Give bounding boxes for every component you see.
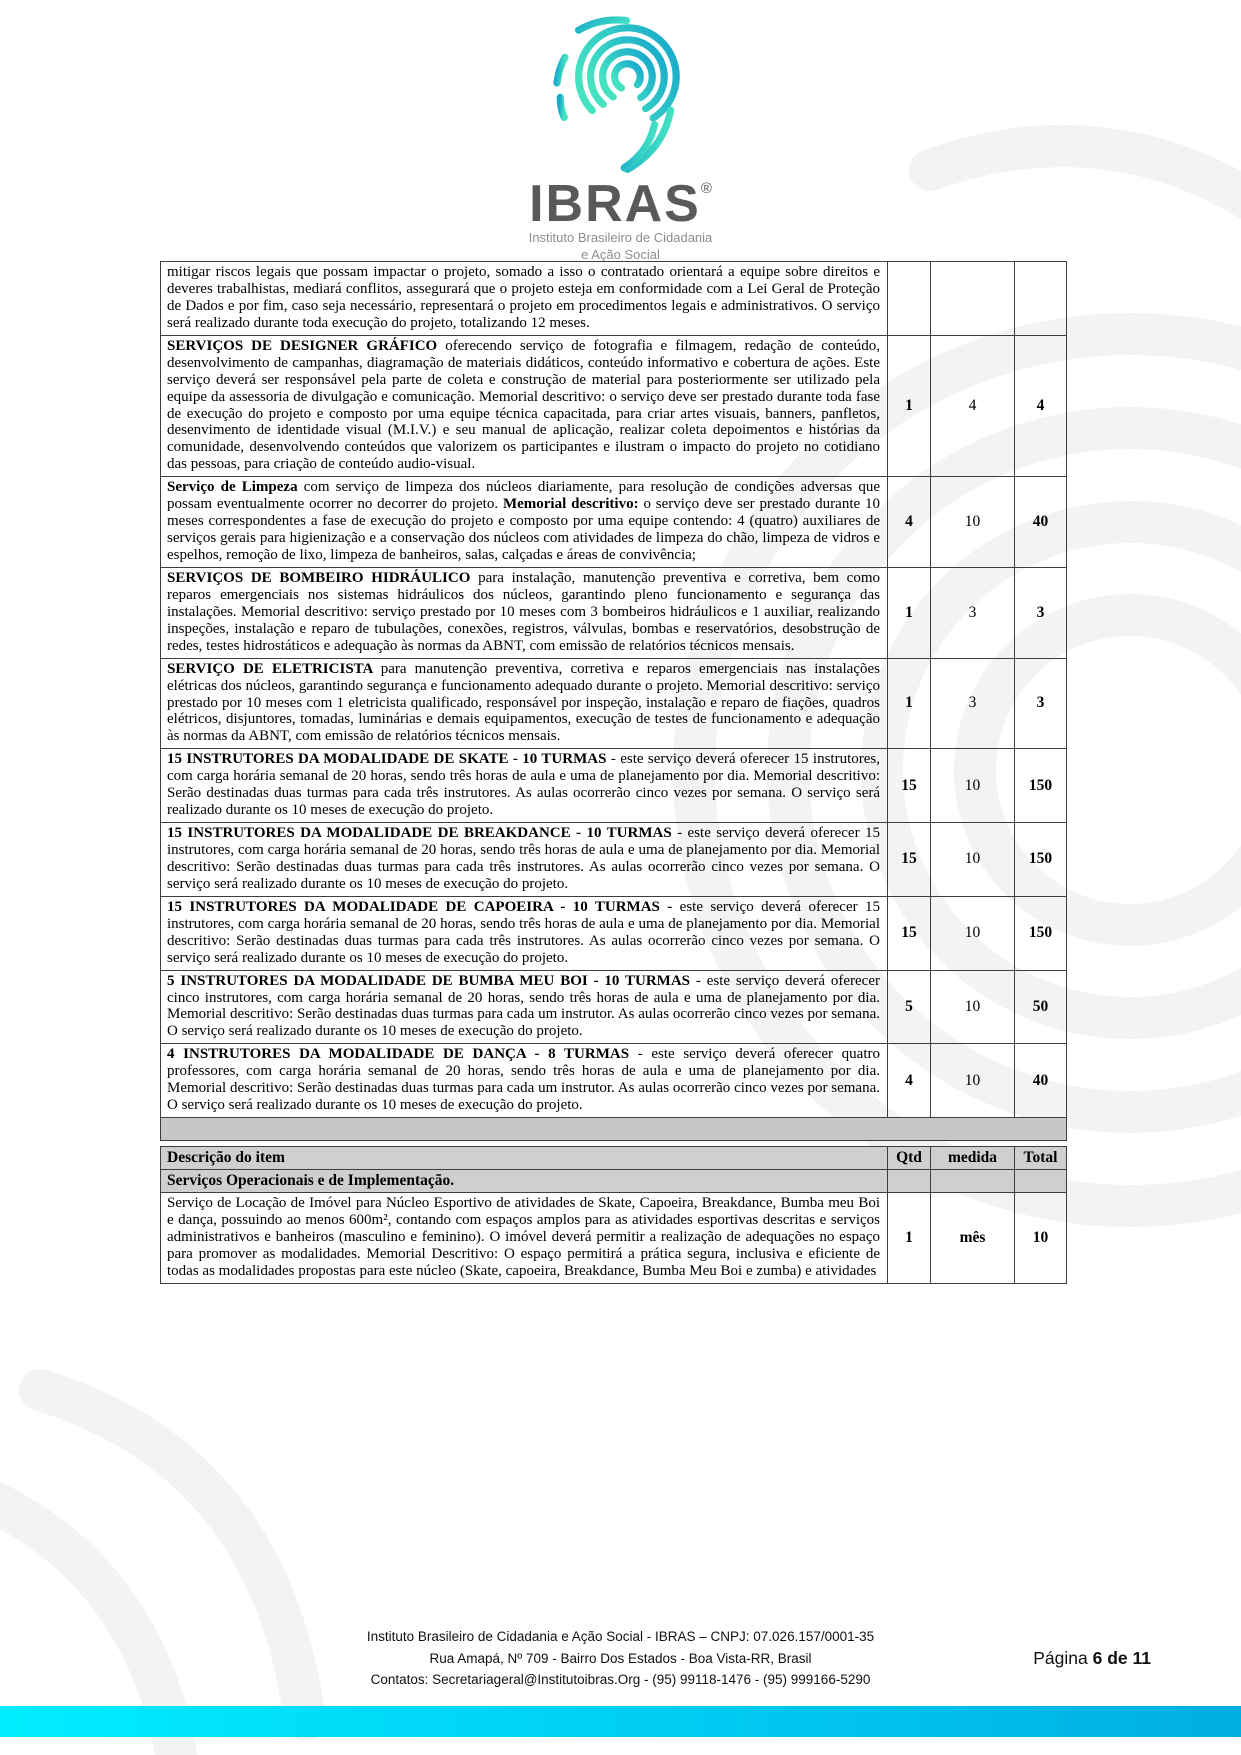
item-qtd	[888, 262, 931, 336]
item-total: 40	[1015, 1044, 1067, 1118]
item-medida: 10	[931, 749, 1015, 823]
accent-bottom-bar	[0, 1706, 1241, 1737]
section-qtd-cell	[888, 1170, 931, 1193]
item-text: - este serviço deverá oferecer 15 instrutores, com carga horária semanal de 20 horas, sendo três horas de aula e uma de planejamento por dia. Memorial descritivo: Serão destinadas duas turmas para cada três instrutores. As aulas ocorrerão cinco vezes por semana. O serviço será realizado durante os 10 meses de execução do projeto.	[167, 751, 880, 819]
item-total: 150	[1015, 823, 1067, 897]
footer-line-contacts: Contatos: Secretariageral@Institutoibras.Org - (95) 99118-1476 - (95) 999166-5290	[370, 1672, 871, 1688]
item-description	[161, 970, 888, 1044]
footer-line-address: Rua Amapá, Nº 709 - Bairro Dos Estados - Boa Vista-RR, Brasil	[429, 1650, 812, 1666]
item-total: 40	[1015, 477, 1067, 568]
item-medida	[931, 262, 1015, 336]
item-total: 150	[1015, 896, 1067, 970]
item-text: - este serviço deverá oferecer 15 instrutores, com carga horária semanal de 20 horas, sendo três horas de aula e uma de planejamento por dia. Memorial descritivo: Serão destinadas duas turmas para cada três instrutores. As aulas ocorrerão cinco vezes por semana. O serviço será realizado durante os 10 meses de execução do projeto.	[167, 825, 881, 892]
table-row	[161, 823, 1067, 897]
table-row	[161, 1044, 1067, 1118]
item-qtd: 1	[888, 567, 931, 658]
table-row	[161, 970, 1067, 1044]
table-row	[161, 658, 1067, 749]
item-text: - este serviço deverá oferecer cinco instrutores, com carga horária semanal de 20 horas, sendo três horas de aula e uma de planejamento por dia. Memorial descritivo: Serão destinadas duas turmas para cada um instrutor. As aulas ocorrerão cinco vezes por semana. O serviço será realizado durante os 10 meses de execução do projeto.	[167, 972, 880, 1040]
page-number	[1033, 1648, 1151, 1669]
item-total: 10	[1015, 1193, 1067, 1284]
item-description	[161, 477, 888, 568]
item-qtd: 1	[888, 1193, 931, 1284]
item-medida: 10	[931, 1044, 1015, 1118]
ibras-logo-fingerprint-icon	[533, 14, 709, 176]
item-title: 5 INSTRUTORES DA MODALIDADE DE BUMBA MEU BOI - 10 TURMAS	[167, 972, 696, 989]
table-spacer-row	[161, 1118, 1067, 1141]
page-header	[0, 14, 1241, 264]
item-title: SERVIÇOS DE BOMBEIRO HIDRÁULICO	[167, 569, 479, 586]
item-text: oferecendo serviço de fotografia e filmagem, redação de conteúdo, desenvolvimento de campanhas, diagramação de materiais didáticos, conteúdo informativo e cobertura de ações. Este serviço deverá ser responsável pela parte de coleta e construção de material para posteriormente ser utilizado pela equipe da assessoria de divulgação e comunicação. Memorial descritivo: o serviço deve ser prestado durante toda fase de execução do projeto e composto por uma equipe técnica capacitada, para criar artes visuais, banners, panfletos, desenvimento de identidade visual (M.I.V.) e seu manual de aplicação, realizar coleta depoimentos e histórias da comunidade, desenvolvendo conteúdos que valorizem os participantes e ilustram o impacto do projeto no cotidiano das pessoas, para criação de conteúdo audio-visual.	[167, 337, 880, 473]
item-qtd: 4	[888, 1044, 931, 1118]
section-title: Serviços Operacionais e de Implementação.	[161, 1170, 888, 1193]
table-row	[161, 749, 1067, 823]
operational-table	[160, 1146, 1067, 1284]
table-row	[161, 1193, 1067, 1284]
item-title: Memorial descritivo:	[502, 496, 639, 513]
item-description	[161, 658, 888, 749]
section-row	[161, 1170, 1067, 1193]
header-total: Total	[1015, 1147, 1067, 1170]
item-title: 4 INSTRUTORES DA MODALIDADE DE DANÇA - 8 TURMAS	[167, 1046, 638, 1063]
registered-mark: ®	[700, 180, 712, 197]
item-total: 50	[1015, 970, 1067, 1044]
item-description	[161, 823, 888, 897]
item-text: Serviço de Locação de Imóvel para Núcleo Esportivo de atividades de Skate, Capoeira, Breakdance, Bumba meu Boi e dança, possuindo ao menos 600m², contando com espaços amplos para as atividades esportivas descritas e serviços administrativos e banheiros (masculino e feminino). O imóvel deverá permitir a realização de adequações no espaço para promover as modalidades. Memorial Descritivo: O espaço permitirá a prática segura, inclusiva e eficiente de todas as modalidades propostas para este núcleo (Skate, capoeira, Breakdance, Bumba Meu Boi e zumba) e atividades	[167, 1195, 880, 1279]
item-qtd: 4	[888, 477, 931, 568]
item-description	[161, 749, 888, 823]
item-title: 15 INSTRUTORES DA MODALIDADE DE CAPOEIRA - 10 TURMAS -	[167, 898, 680, 915]
item-medida: 3	[931, 567, 1015, 658]
tables-region	[160, 261, 1066, 1284]
item-total: 4	[1015, 335, 1067, 477]
item-text: este serviço deverá oferecer 15 instrutores, com carga horária semanal de 20 horas, sendo três horas de aula e uma de planejamento por dia. Memorial descritivo: Serão destinadas duas turmas para cada três instrutores. As aulas ocorrerão cinco vezes por semana. O serviço será realizado durante os 10 meses de execução do projeto.	[167, 898, 880, 966]
item-text: para instalação, manutenção preventiva e corretiva, bem como reparos emergenciais nos sistemas hidráulicos dos núcleos, garantindo pleno funcionamento e segurança das instalações. Memorial descritivo: serviço prestado por 10 meses com 3 bombeiros hidráulicos e 1 auxiliar, realizando inspeções, instalação e reparo de tubulações, conexões, registros, válvulas, bombas e reservatórios, desobstrução de redes, testes hidrostáticos e adequação às normas da ABNT, com emissão de relatórios técnicos mensais.	[167, 569, 880, 654]
footer-line-institute: Instituto Brasileiro de Cidadania e Ação Social - IBRAS – CNPJ: 07.026.157/0001-35	[366, 1629, 875, 1644]
item-qtd: 1	[888, 335, 931, 477]
spacer-cell	[161, 1118, 1067, 1141]
item-qtd: 15	[888, 749, 931, 823]
header-descricao: Descrição do item	[161, 1147, 888, 1170]
item-description	[161, 335, 888, 477]
item-description	[161, 896, 888, 970]
item-qtd: 5	[888, 970, 931, 1044]
section-total-cell	[1015, 1170, 1067, 1193]
table-row	[161, 567, 1067, 658]
item-medida: 4	[931, 335, 1015, 477]
item-medida: 10	[931, 970, 1015, 1044]
item-qtd: 15	[888, 896, 931, 970]
brand-tagline-line1: Instituto Brasileiro de Cidadania	[528, 230, 713, 245]
item-description	[161, 1193, 888, 1284]
table-header-row	[161, 1147, 1067, 1170]
item-text: - este serviço deverá oferecer quatro professores, com carga horária semanal de 20 horas, sendo três horas de aula e uma de planejamento por dia. Memorial descritivo: Serão destinadas duas turmas para cada um instrutor. As aulas ocorrerão cinco vezes por semana. O serviço será realizado durante os 10 meses de execução do projeto.	[167, 1046, 880, 1114]
item-title: 15 INSTRUTORES DA MODALIDADE DE SKATE - 10 TURMAS	[167, 751, 611, 768]
item-description	[161, 262, 888, 336]
item-text: o serviço deve ser prestado durante 10 meses correspondentes a fase de execução do projeto e composto por uma equipe contendo: 4 (quatro) auxiliares de serviços gerais para higienização e a conservação dos núcleos com atividades de limpeza do chão, limpeza de vidros e espelhos, remoção de lixo, limpeza de banheiros, salas, calçadas e áreas de convivência;	[167, 496, 880, 563]
item-title: SERVIÇOS DE DESIGNER GRÁFICO	[167, 337, 446, 354]
item-text: com serviço de limpeza dos núcleos diariamente, para resolução de condições adversas que possam eventualmente ocorrer no decorrer do projeto.	[167, 479, 880, 513]
page-value: 6 de 11	[1092, 1648, 1151, 1668]
item-title: SERVIÇO DE ELETRICISTA	[167, 660, 381, 677]
brand-text: IBRAS	[529, 175, 701, 233]
item-total: 3	[1015, 567, 1067, 658]
item-medida: mês	[931, 1193, 1015, 1284]
section-medida-cell	[931, 1170, 1015, 1193]
table-row	[161, 477, 1067, 568]
item-medida: 10	[931, 477, 1015, 568]
page-label: Página	[1033, 1648, 1093, 1668]
item-title: Serviço de Limpeza	[167, 479, 298, 496]
header-qtd: Qtd	[888, 1147, 931, 1170]
item-medida: 10	[931, 896, 1015, 970]
item-description	[161, 1044, 888, 1118]
item-text: para manutenção preventiva, corretiva e reparos emergenciais nas instalações elétricas dos núcleos, garantindo segurança e funcionamento adequado durante o projeto. Memorial descritivo: serviço prestado por 10 meses com 1 eletricista qualificado, responsável por inspeção, instalação e reparo de fiações, quadros elétricos, disjuntores, tomadas, luminárias e demais equipamentos, execução de testes de funcionamento e adequação às normas da ABNT, com emissão de relatórios técnicos mensais.	[167, 660, 880, 745]
item-medida: 10	[931, 823, 1015, 897]
item-description	[161, 567, 888, 658]
header-medida: medida	[931, 1147, 1015, 1170]
item-total: 150	[1015, 749, 1067, 823]
item-qtd: 1	[888, 658, 931, 749]
brand-tagline-line2: e Ação Social	[581, 246, 660, 262]
item-medida: 3	[931, 658, 1015, 749]
item-qtd: 15	[888, 823, 931, 897]
table-row	[161, 335, 1067, 477]
item-total: 3	[1015, 658, 1067, 749]
page-footer	[0, 1626, 1241, 1691]
table-row	[161, 262, 1067, 336]
item-title: 15 INSTRUTORES DA MODALIDADE DE BREAKDANCE - 10 TURMAS	[167, 825, 678, 842]
services-table	[160, 261, 1067, 1141]
item-total	[1015, 262, 1067, 336]
table-row	[161, 896, 1067, 970]
item-text: mitigar riscos legais que possam impactar o projeto, somado a isso o contratado orientará a equipe sobre direitos e deveres trabalhistas, mediará conflitos, assegurará que o projeto esteja em conformidade com a Lei Geral de Proteção de Dados e por fim, caso seja necessário, representará o projeto em procedimentos legais e administrativos. O serviço será realizado durante toda execução do projeto, totalizando 12 meses.	[167, 264, 880, 331]
brand-wordmark	[0, 175, 1241, 233]
